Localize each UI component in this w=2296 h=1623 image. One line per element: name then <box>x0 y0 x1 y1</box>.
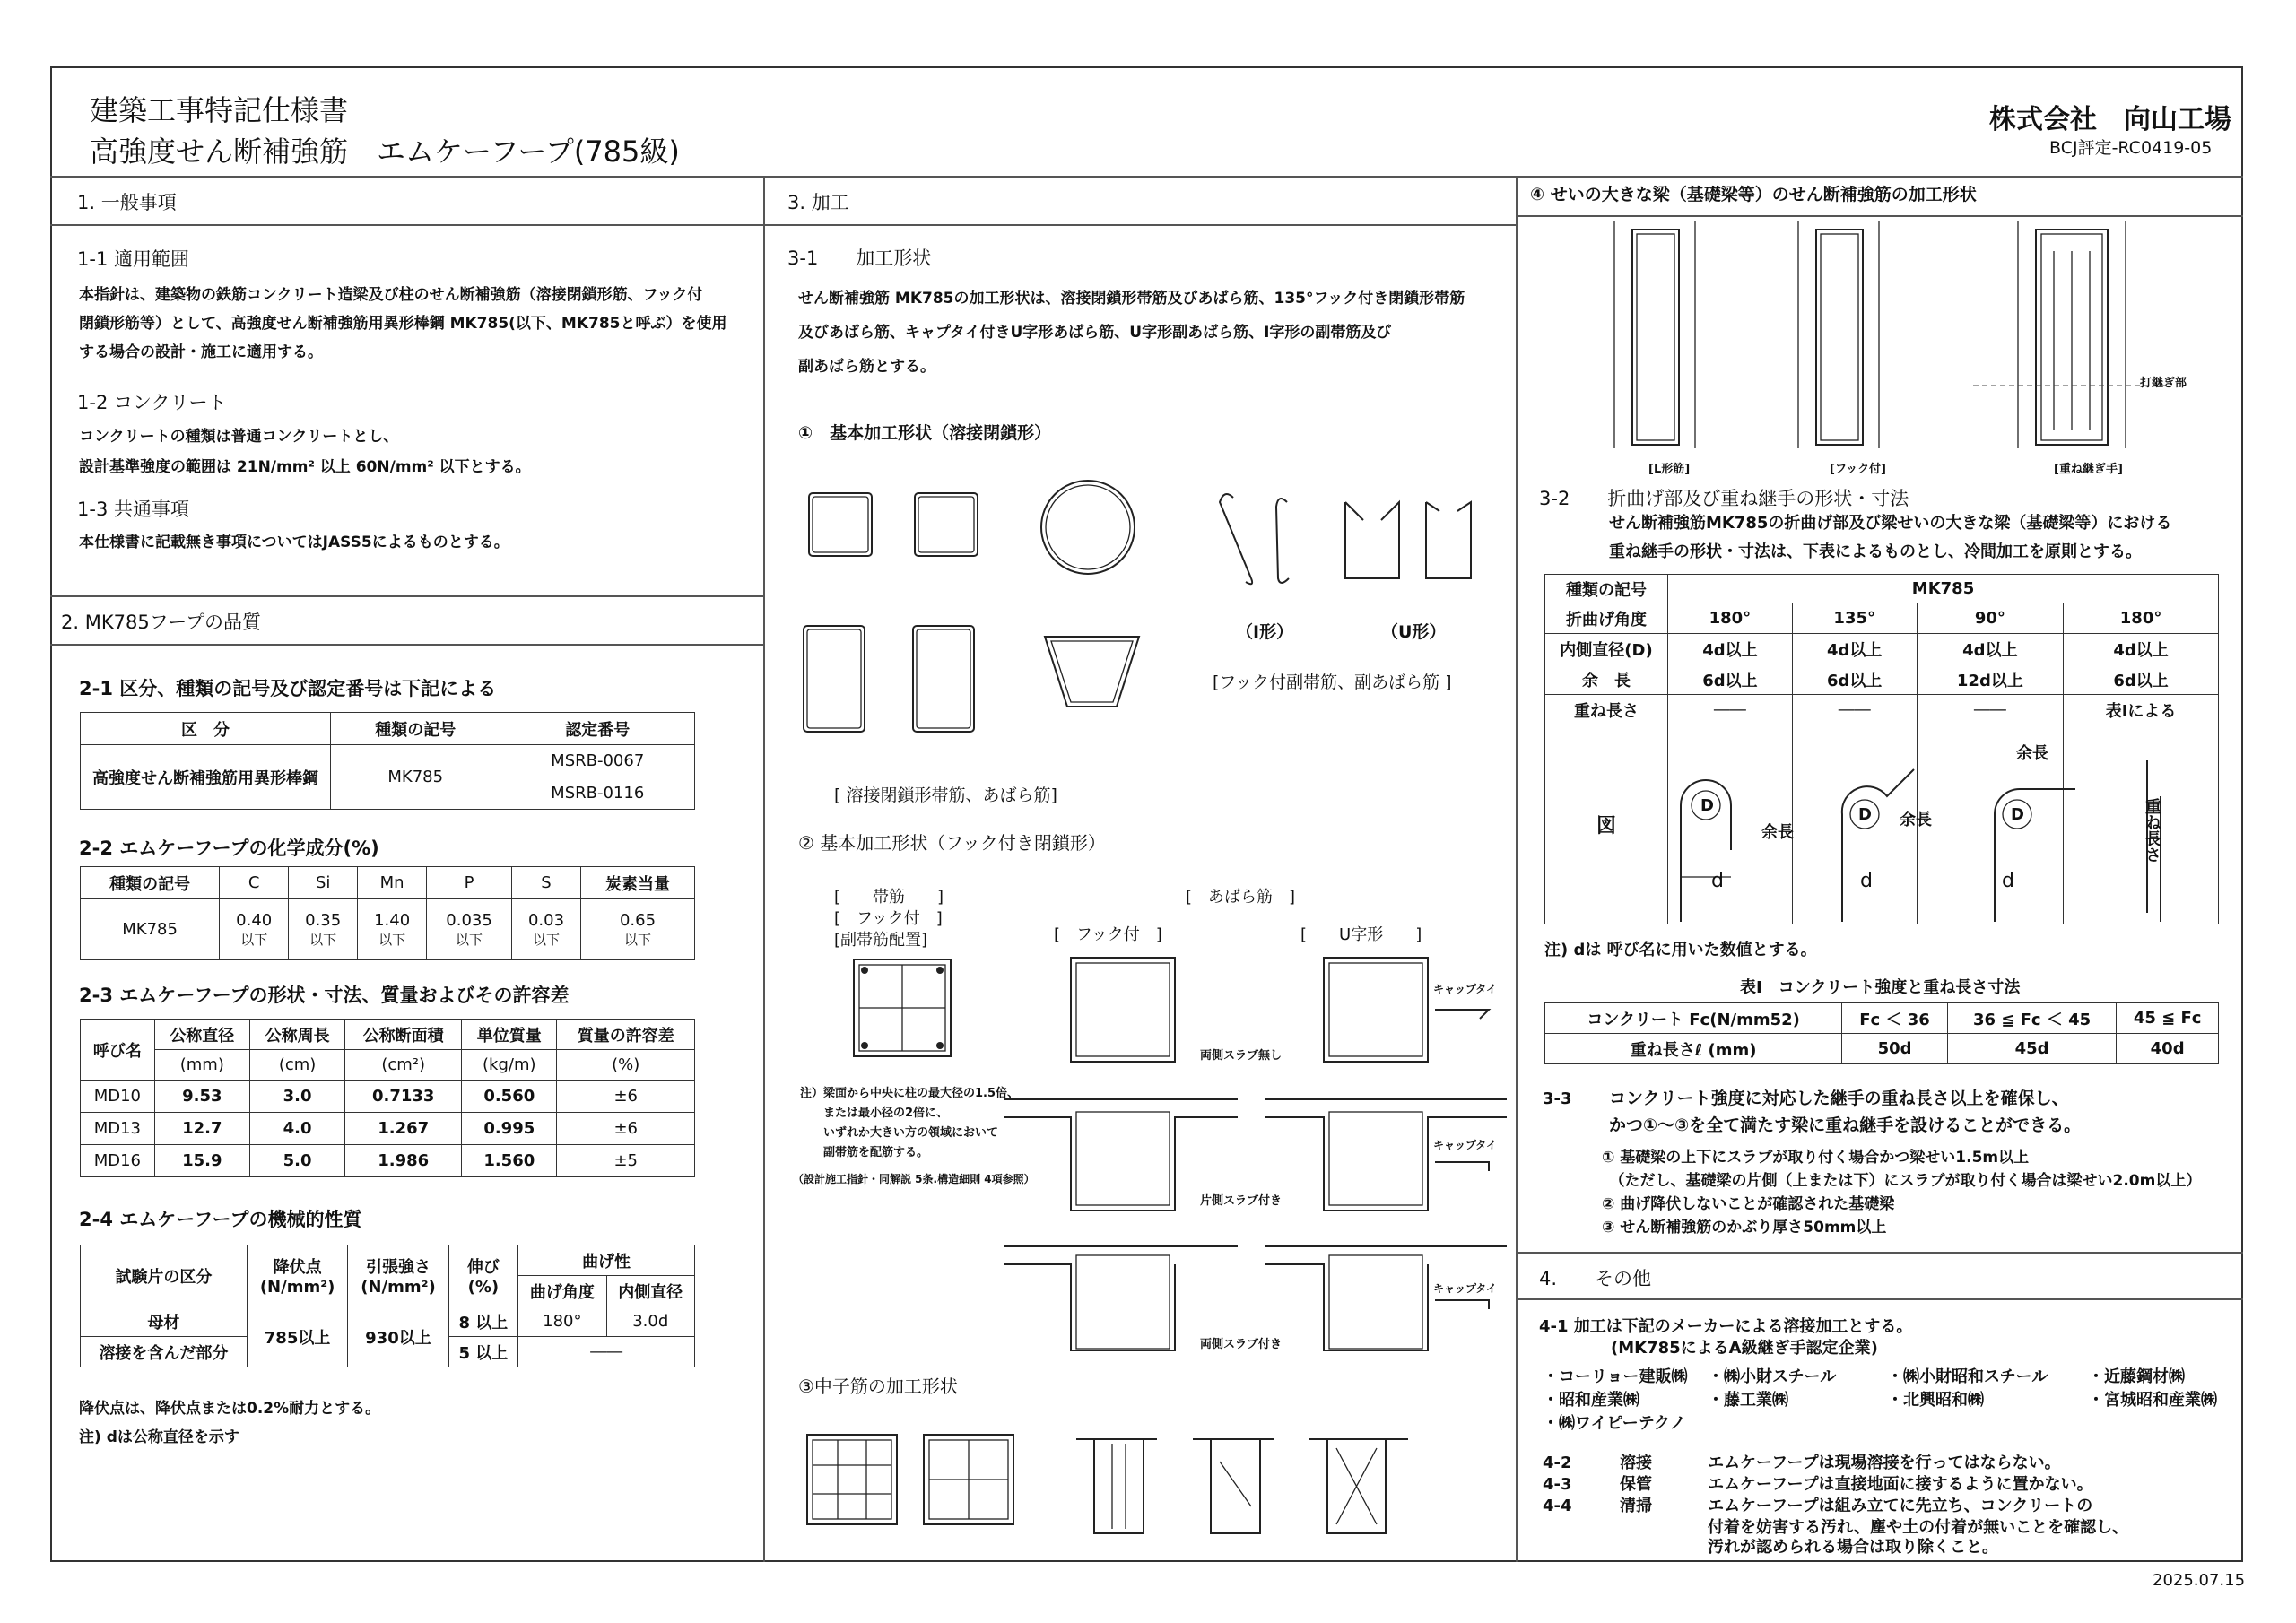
t24-h-yield: 降伏点 (N/mm²) <box>247 1245 347 1306</box>
s11-line-2: 閉鎖形筋等）として、高強度せん断補強筋用異形棒鋼 MK785(以下、MK785と呼ぶ）を使用 <box>79 315 727 333</box>
label-i-shape: （I形） <box>1236 622 1294 642</box>
s31-line-1: せん断補強筋 MK785の加工形状は、溶接閉鎖形帯筋及びあばら筋、135°フック付き閉鎖形帯筋 <box>798 290 1465 308</box>
t21-h-kubun: 区 分 <box>81 713 331 745</box>
footer-date: 2025.07.15 <box>2152 1571 2246 1590</box>
table-2-4 <box>80 1245 695 1367</box>
table-row: MD10 9.53 3.0 0.7133 0.560 ±6 <box>81 1081 695 1113</box>
slab-one: 片側スラブ付き <box>1200 1194 1283 1208</box>
t22-h-5: S <box>512 867 581 899</box>
s33-item-1: ① 基礎梁の上下にスラブが取り付く場合かつ梁せい1.5m以上 <box>1602 1149 2030 1167</box>
s13-title: 1-3 共通事項 <box>77 499 189 520</box>
s12-line-1: コンクリートの種類は普通コンクリートとし、 <box>79 428 399 446</box>
t22-h-0: 種類の記号 <box>81 867 220 899</box>
maker-0-3: ・近藤鋼材㈱ <box>2088 1367 2185 1386</box>
t21-h-cert: 認定番号 <box>500 713 695 745</box>
fig3-title: ③中子筋の加工形状 <box>798 1376 958 1397</box>
title-line-2: 高強度せん断補強筋 エムケーフープ(785級) <box>90 135 680 169</box>
maker-2-0: ・㈱ワイピーテクノ <box>1543 1414 1686 1433</box>
bend-d-3: d <box>2002 870 2014 892</box>
item-42-num: 4-2 <box>1543 1454 1572 1472</box>
t24-h-tensile: 引張強さ (N/mm²) <box>348 1245 448 1306</box>
cap-label-3: キャップタイ <box>1433 1282 1497 1295</box>
bend-yocho-2: 余長 <box>1900 811 1932 829</box>
maker-0-2: ・㈱小財昭和スチール <box>1887 1367 2048 1386</box>
table-row: MD16 15.9 5.0 1.986 1.560 ±5 <box>81 1145 695 1177</box>
t21-kubun: 高強度せん断補強筋用異形棒鋼 <box>81 745 331 810</box>
sec1-title-divider <box>50 224 763 226</box>
fig2-fuku: [副帯筋配置] <box>834 931 928 950</box>
t22-h-2: Si <box>289 867 358 899</box>
table-2-3 <box>80 1019 695 1177</box>
t22-symbol: MK785 <box>81 899 220 960</box>
fig2-note-2: または最小径の2倍に、 <box>800 1107 949 1120</box>
t1-h-2: 36 ≦ Fc ＜ 45 <box>1947 1003 2116 1034</box>
s33-item-4: ③ せん断補強筋のかぶり厚さ50mm以上 <box>1602 1219 1887 1237</box>
bend-figures <box>1663 733 2219 931</box>
t22-h-3: Mn <box>358 867 427 899</box>
fig2-note-5: （設計施工指針・同解説 5条.構造細則 4項参照） <box>793 1173 1035 1185</box>
cert-number: BCJ評定-RC0419-05 <box>2049 138 2213 158</box>
sec2-title: 2. MK785フープの品質 <box>61 612 262 633</box>
fig1-welded-shapes <box>789 466 1166 735</box>
fig2-hook: [ フック付 ] <box>834 909 943 928</box>
table-row: 重ね長さ ―― ―― ―― 表Ⅰによる <box>1545 695 2219 725</box>
t23-h-0: 呼び名 <box>81 1020 155 1081</box>
s41-sub: (MK785によるA級継ぎ手認定企業) <box>1611 1339 1878 1358</box>
table-row: 重ね長さℓ (mm) 50d 45d 40d <box>1545 1034 2219 1064</box>
company-name: 株式会社 向山工場 <box>1989 104 2231 135</box>
t23-h-1: 公称直径 <box>154 1020 249 1050</box>
sec4-other-divider <box>1516 1252 2243 1254</box>
s23-title: 2-3 エムケーフープの形状・寸法、質量およびその許容差 <box>79 985 570 1006</box>
t24-row-base: 母材 <box>81 1306 248 1337</box>
sec1-title: 1. 一般事項 <box>77 192 177 213</box>
fig2-hooktsuki: [ フック付 ] <box>1054 925 1162 944</box>
note-d: 注) dは 呼び名に用いた数値とする。 <box>1544 941 1817 959</box>
sec3-title: 3. 加工 <box>787 192 849 213</box>
t22-s: 0.03 以下 <box>512 899 581 960</box>
t23-h-3: 公称断面積 <box>345 1020 462 1050</box>
t22-h-1: C <box>220 867 289 899</box>
t22-h-6: 炭素当量 <box>580 867 694 899</box>
bend-d-2: d <box>1860 870 1873 892</box>
t23-u-5: (%) <box>557 1050 695 1081</box>
t23-u-2: (cm) <box>249 1050 344 1081</box>
item-43-num: 4-3 <box>1543 1475 1572 1494</box>
column-divider-1 <box>763 176 765 1562</box>
bend-D-2: D <box>1858 805 1872 824</box>
sec4-other-title-divider <box>1516 1298 2243 1300</box>
table-2-2 <box>80 866 695 960</box>
joint-label: 打継ぎ部 <box>2140 377 2187 390</box>
label-u-shape: （U形） <box>1381 622 1447 642</box>
table-row: 余 長 6d以上 6d以上 12d以上 6d以上 <box>1545 664 2219 695</box>
s33-item-2: （ただし、基礎梁の片側（上または下）にスラブが取り付く場合は梁せい2.0m以上） <box>1602 1172 2202 1190</box>
t24-angle: 180° <box>518 1306 606 1337</box>
fig2-ushape: [ U字形 ] <box>1300 925 1422 944</box>
s11-line-1: 本指針は、建築物の鉄筋コンクリート造梁及び柱のせん断補強筋（溶接閉鎖形筋、フック付 <box>79 286 703 304</box>
fig2-obi: [ 帯筋 ] <box>834 888 944 907</box>
tb-h-symbol: 種類の記号 <box>1545 575 1668 603</box>
table-row: MD13 12.7 4.0 1.267 0.995 ±6 <box>81 1113 695 1145</box>
bend-D-1: D <box>1700 796 1714 815</box>
t22-p: 0.035 以下 <box>427 899 512 960</box>
item-43-label: 保管 <box>1620 1475 1652 1494</box>
fig1-title: ① 基本加工形状（溶接閉鎖形） <box>798 423 1052 443</box>
l-shape-label: [L形筋] <box>1648 463 1691 476</box>
t21-cert-1: MSRB-0067 <box>500 745 695 777</box>
fig1-caption: [ 溶接閉鎖形帯筋、あばら筋] <box>834 785 1057 805</box>
s12-title: 1-2 コンクリート <box>77 392 227 413</box>
t1-h-1: Fc ＜ 36 <box>1842 1003 1948 1034</box>
item-43-text: エムケーフープは直接地面に接するように置かない。 <box>1708 1475 2093 1494</box>
bend-yocho-3: 余長 <box>2016 744 2048 763</box>
t24-dash: ―― <box>518 1337 695 1367</box>
s12-line-2: 設計基準強度の範囲は 21N/mm² 以上 60N/mm² 以下とする。 <box>79 458 531 476</box>
sec4-other-title: 4. その他 <box>1539 1268 1652 1289</box>
t23-h-2: 公称周長 <box>249 1020 344 1050</box>
s13-line-1: 本仕様書に記載無き事項についてはJASS5によるものとする。 <box>79 534 509 551</box>
maker-1-0: ・昭和産業㈱ <box>1543 1391 1639 1410</box>
s11-line-3: する場合の設計・施工に適用する。 <box>79 343 323 361</box>
bend-D-3: D <box>2011 805 2024 824</box>
t23-h-4: 単位質量 <box>462 1020 557 1050</box>
item-42-text: エムケーフープは現場溶接を行ってはならない。 <box>1708 1454 2061 1472</box>
s33-line-2: かつ①～③を全て満たす梁に重ね継手を設けることができる。 <box>1609 1115 2082 1135</box>
cap-label-1: キャップタイ <box>1433 983 1497 995</box>
s22-title: 2-2 エムケーフープの化学成分(%) <box>79 838 379 859</box>
fig2-note-1: 注）梁面から中央に柱の最大径の1.5倍、 <box>800 1087 1020 1100</box>
item-44-cont-2: 汚れが認められる場合は取り除くこと。 <box>1708 1538 1998 1557</box>
item-44-text: エムケーフープは組み立てに先立ち、コンクリートの <box>1708 1497 2093 1515</box>
fig2-title: ② 基本加工形状（フック付き閉鎖形） <box>798 832 1106 854</box>
t23-u-4: (kg/m) <box>462 1050 557 1081</box>
header-divider <box>50 176 2243 178</box>
maker-1-3: ・宮城昭和産業㈱ <box>2088 1391 2217 1410</box>
s11-title: 1-1 適用範囲 <box>77 248 189 270</box>
fig4-title: ④ せいの大きな梁（基礎梁等）のせん断補強筋の加工形状 <box>1530 185 1977 204</box>
s33-line-1: コンクリート強度に対応した継手の重ね長さ以上を確保し、 <box>1609 1089 2069 1108</box>
t23-u-1: (mm) <box>154 1050 249 1081</box>
t24-dia: 3.0d <box>606 1306 694 1337</box>
t22-ceq: 0.65 以下 <box>580 899 694 960</box>
fig1-caption-2: [フック付副帯筋、副あばら筋 ] <box>1213 673 1452 692</box>
item-44-num: 4-4 <box>1543 1497 1572 1515</box>
t24-h-elong: 伸び (%) <box>448 1245 518 1306</box>
fig2-abara: [ あばら筋 ] <box>1186 888 1296 907</box>
t1-h-0: コンクリート Fc(N/mm52) <box>1545 1003 1842 1034</box>
t22-si: 0.35 以下 <box>289 899 358 960</box>
s31-title: 3-1 加工形状 <box>787 247 932 269</box>
t24-h-kubun: 試験片の区分 <box>81 1245 248 1306</box>
table-row: 内側直径(D) 4d以上 4d以上 4d以上 4d以上 <box>1545 634 2219 664</box>
t23-h-5: 質量の許容差 <box>557 1020 695 1050</box>
t21-cert-2: MSRB-0116 <box>500 777 695 810</box>
t24-elong1: 8 以上 <box>448 1306 518 1337</box>
lap-label: [重ね継ぎ手] <box>2054 463 2123 476</box>
slab-none-1: 両側スラブ無し <box>1200 1049 1283 1063</box>
maker-0-1: ・㈱小財スチール <box>1708 1367 1837 1386</box>
tb-fig-label: 図 <box>1545 725 1668 924</box>
t24-elong2: 5 以上 <box>448 1337 518 1367</box>
fig4-deep-beam <box>1596 215 2224 457</box>
maker-1-2: ・北興昭和㈱ <box>1887 1391 1984 1410</box>
sec1-bottom-divider <box>50 595 763 597</box>
t22-h-4: P <box>427 867 512 899</box>
fig3-tie-shapes <box>798 1426 1498 1542</box>
t1-title: 表Ⅰ コンクリート強度と重ね長さ寸法 <box>1740 978 2021 997</box>
cap-label-2: キャップタイ <box>1433 1139 1497 1151</box>
table-row: 折曲げ角度 180° 135° 90° 180° <box>1545 603 2219 634</box>
t22-c: 0.40 以下 <box>220 899 289 960</box>
fig2-note-4: 副帯筋を配筋する。 <box>800 1146 929 1159</box>
sec2-title-divider <box>50 644 763 646</box>
tb-h-mk785: MK785 <box>1668 575 2219 603</box>
hook-label: [フック付] <box>1830 463 1886 476</box>
column-divider-2 <box>1516 176 1518 1562</box>
item-44-label: 清掃 <box>1620 1497 1652 1515</box>
t23-u-3: (cm²) <box>345 1050 462 1081</box>
fig1-hook-shapes <box>1206 489 1493 596</box>
t21-symbol: MK785 <box>331 745 500 810</box>
s24-title: 2-4 エムケーフープの機械的性質 <box>79 1209 362 1230</box>
fig2-beam-stirrups <box>1004 950 1507 1363</box>
bend-yocho-1: 余長 <box>1761 823 1794 842</box>
maker-0-0: ・コーリョー建販㈱ <box>1543 1367 1688 1386</box>
bend-d-1: d <box>1711 870 1724 892</box>
item-42-label: 溶接 <box>1620 1454 1652 1472</box>
fig2-note-3: いずれか大きい方の領域において <box>800 1126 999 1140</box>
s33-num: 3-3 <box>1543 1089 1572 1108</box>
bend-kasane: 重ね長さ <box>2143 798 2161 863</box>
s32-line-2: 重ね継手の形状・寸法は、下表によるものとし、冷間加工を原則とする。 <box>1609 542 2142 561</box>
table-1 <box>1544 1002 2219 1064</box>
item-44-cont-1: 付着を妨害する汚れ、塵や土の付着が無いことを確認し、 <box>1708 1518 2129 1537</box>
s32-title: 3-2 折曲げ部及び重ね継手の形状・寸法 <box>1539 488 1909 509</box>
s31-line-2: 及びあばら筋、キャプタイ付きU字形あばら筋、U字形副あばら筋、I字形の副帯筋及び <box>798 324 1392 342</box>
sec3-title-divider <box>763 224 1516 226</box>
fig2-column-hoop <box>850 956 958 1063</box>
s21-title: 2-1 区分、種類の記号及び認定番号は下記による <box>79 678 497 699</box>
table-2-1 <box>80 712 695 810</box>
t24-yield: 785以上 <box>247 1306 347 1367</box>
t24-tensile: 930以上 <box>348 1306 448 1367</box>
s32-line-1: せん断補強筋MK785の折曲げ部及び梁せいの大きな梁（基礎梁等）における <box>1609 514 2172 533</box>
s31-line-3: 副あばら筋とする。 <box>798 358 935 376</box>
t1-h-3: 45 ≦ Fc <box>2117 1003 2219 1034</box>
sec2-note-2: 注) dは公称直径を示す <box>79 1428 239 1446</box>
title-line-1: 建築工事特記仕様書 <box>90 93 349 127</box>
slab-both: 両側スラブ付き <box>1200 1338 1283 1351</box>
t22-mn: 1.40 以下 <box>358 899 427 960</box>
s41-line: 4-1 加工は下記のメーカーによる溶接加工とする。 <box>1539 1317 1913 1336</box>
s33-item-3: ② 曲げ降伏しないことが確認された基礎梁 <box>1602 1195 1895 1213</box>
sec2-note-1: 降伏点は、降伏点または0.2%耐力とする。 <box>79 1400 381 1418</box>
t24-h-bend-angle: 曲げ角度 <box>518 1276 606 1306</box>
t24-row-weld: 溶接を含んだ部分 <box>81 1337 248 1367</box>
t24-h-bend-dia: 内側直径 <box>606 1276 694 1306</box>
t21-h-symbol: 種類の記号 <box>331 713 500 745</box>
t24-h-bend: 曲げ性 <box>518 1245 695 1276</box>
maker-1-1: ・藤工業㈱ <box>1708 1391 1788 1410</box>
